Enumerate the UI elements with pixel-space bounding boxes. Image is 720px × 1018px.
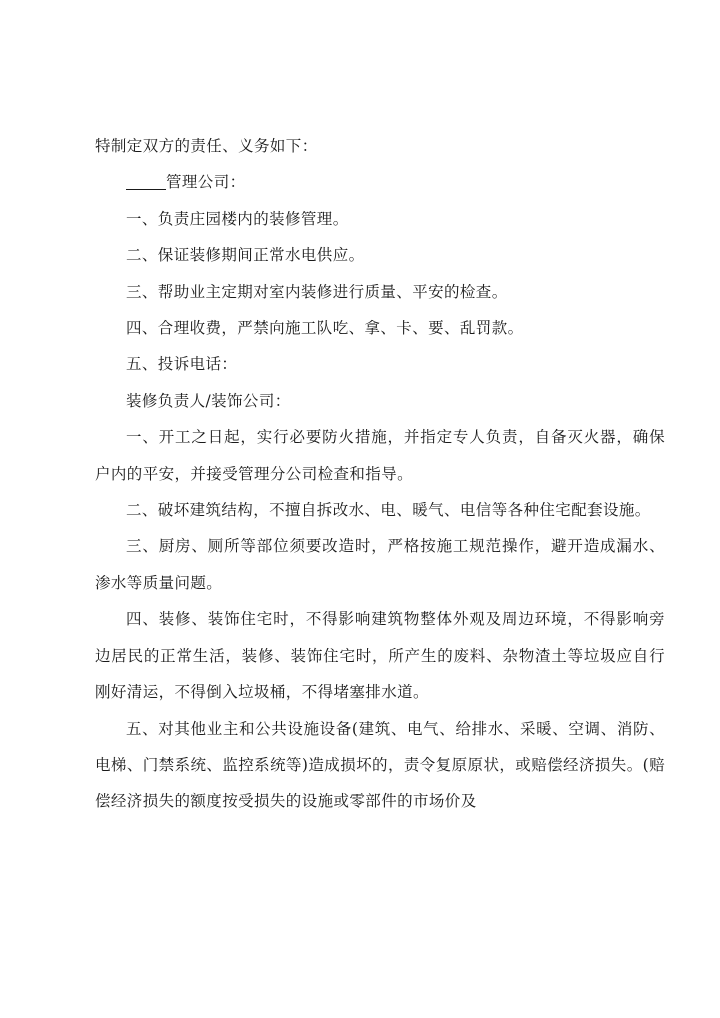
paragraph-decorator-item-3: 三、厨房、厕所等部位须要改造时，严格按施工规范操作，避开造成漏水、渗水等质量问题。 (95, 537, 665, 592)
paragraph-intro: 特制定双方的责任、义务如下： (95, 137, 318, 155)
paragraph-decorator-item-1: 一、开工之日起，实行必要防火措施，并指定专人负责，自备灭火器，确保户内的平安，并接受管理分公司检查和指导。 (95, 428, 665, 483)
paragraph-decorator-item-2: 二、破坏建筑结构，不擅自拆改水、电、暖气、电信等各种住宅配套设施。 (126, 501, 651, 520)
paragraph-mgmt-item-5: 五、投诉电话： (126, 355, 238, 374)
blank-line (126, 174, 166, 191)
paragraph-decorator-item-4: 四、装修、装饰住宅时，不得影响建筑物整体外观及周边环境，不得影响旁边居民的正常生活，装修、装饰住宅时，所产生的废料、杂物渣土等垃圾应自行刚好清运，不得倒入垃圾桶，不得堵塞排水道。 (95, 610, 665, 702)
paragraph-management-company (95, 164, 665, 200)
paragraph-mgmt-item-2: 二、保证装修期间正常水电供应。 (126, 246, 365, 265)
paragraph-mgmt-item-3: 三、帮助业主定期对室内装修进行质量、平安的检查。 (126, 282, 508, 301)
paragraph-mgmt-item-4: 四、合理收费，严禁向施工队吃、拿、卡、要、乱罚款。 (126, 319, 524, 338)
document-body (95, 128, 665, 820)
paragraph-decorator-heading: 装修负责人/装饰公司： (126, 391, 291, 410)
management-company-label: 管理公司： (166, 173, 246, 192)
paragraph-decorator-item-5: 五、对其他业主和公共设施设备(建筑、电气、给排水、采暖、空调、消防、电梯、门禁系统、监控系统等)造成损坏的，责令复原原状，或赔偿经济损失。(赔偿经济损失的额度按受损失的设施或零部件的市场价及 (95, 719, 665, 811)
paragraph-mgmt-item-1: 一、负责庄园楼内的装修管理。 (126, 209, 349, 228)
